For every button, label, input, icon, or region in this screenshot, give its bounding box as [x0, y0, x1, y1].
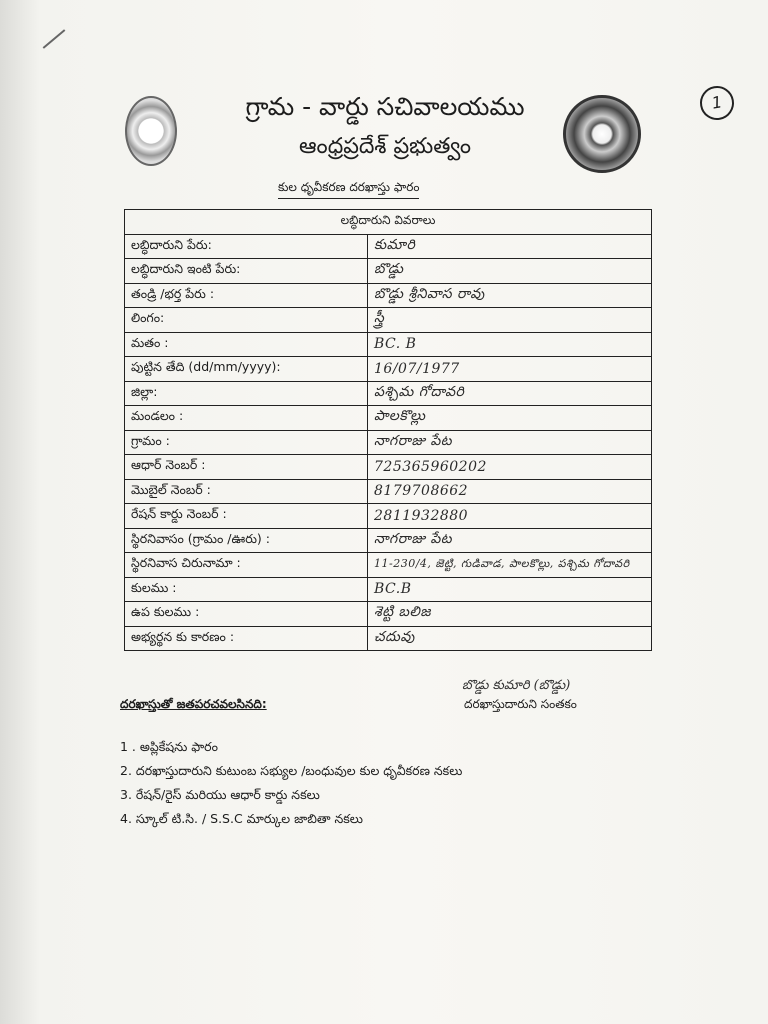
field-value: కుమారి — [368, 234, 652, 259]
field-label: స్థిరనివాస చిరునామా : — [125, 553, 368, 578]
field-value: పాలకొల్లు — [368, 406, 652, 431]
table-row — [125, 455, 652, 480]
field-label: పుట్టిన తేది (dd/mm/yyyy): — [125, 357, 368, 382]
applicant-signature: బొడ్డు కుమారి (బొడ్డు) — [462, 678, 571, 693]
field-value: బొడ్డు — [368, 259, 652, 284]
table-row — [125, 430, 652, 455]
field-value: నాగరాజు పేట — [368, 528, 652, 553]
table-row — [125, 357, 652, 382]
field-label: లింగం: — [125, 308, 368, 333]
field-label: మండలం : — [125, 406, 368, 431]
field-value: స్త్రీ — [368, 308, 652, 333]
enclosures-list — [120, 735, 462, 831]
field-value: 2811932880 — [368, 504, 652, 529]
field-value: 16/07/1977 — [368, 357, 652, 382]
list-item: 3. రేషన్/రైస్ మరియు ఆధార్ కార్డు నకలు — [120, 787, 320, 802]
table-row — [125, 381, 652, 406]
table-row — [125, 283, 652, 308]
list-item: 4. స్కూల్ టి.సి. / S.S.C మార్కుల జాబితా నకలు — [120, 811, 363, 826]
field-label: కులము : — [125, 577, 368, 602]
field-label: అభ్యర్థన కు కారణం : — [125, 626, 368, 651]
field-label: ఆధార్ నెంబర్ : — [125, 455, 368, 480]
field-label: గ్రామం : — [125, 430, 368, 455]
field-value: 725365960202 — [368, 455, 652, 480]
table-row — [125, 504, 652, 529]
table-row — [125, 406, 652, 431]
field-value: చదువు — [368, 626, 652, 651]
ap-emblem-icon — [125, 96, 177, 166]
table-row — [125, 332, 652, 357]
table-row — [125, 234, 652, 259]
table-header-row — [125, 210, 652, 235]
table-row — [125, 626, 652, 651]
table-row — [125, 308, 652, 333]
page-number-circle: 1 — [697, 83, 736, 122]
field-label: ఉప కులము : — [125, 602, 368, 627]
field-label: జిల్లా: — [125, 381, 368, 406]
field-value: BC. B — [368, 332, 652, 357]
list-item: 1 . అప్లికేషను ఫారం — [120, 739, 218, 754]
list-item: 2. దరఖాస్తుదారుని కుటుంబ సభ్యుల /బంధువుల కుల ధృవీకరణ నకలు — [120, 763, 463, 778]
field-value: 11-230/4, జెట్టి, గుడివాడ, పాలకొల్లు, పశ్చిమ గోదావరి — [368, 553, 652, 578]
table-row — [125, 577, 652, 602]
table-header: లబ్ధిదారుని వివరాలు — [125, 210, 652, 235]
beneficiary-details-table — [124, 209, 652, 651]
form-title: కుల ధృవీకరణ దరఖాస్తు ఫారం — [278, 180, 419, 199]
table-row — [125, 553, 652, 578]
signature-label: దరఖాస్తుదారుని సంతకం — [464, 697, 577, 711]
field-label: లబ్ధిదారుని పేరు: — [125, 234, 368, 259]
field-value: శెట్టి బలిజ — [368, 602, 652, 627]
page-subtitle: ఆంధ్రప్రదేశ్ ప్రభుత్వం — [298, 134, 472, 159]
field-label: మొబైల్ నెంబర్ : — [125, 479, 368, 504]
field-label: తండ్రి /భర్త పేరు : — [125, 283, 368, 308]
table-row — [125, 479, 652, 504]
field-label: లబ్ధిదారుని ఇంటి పేరు: — [125, 259, 368, 284]
field-value: 8179708662 — [368, 479, 652, 504]
field-label: మతం : — [125, 332, 368, 357]
field-value: నాగరాజు పేట — [368, 430, 652, 455]
table-row — [125, 528, 652, 553]
field-value: పశ్చిమ గోదావరి — [368, 381, 652, 406]
field-value: బొడ్డు శ్రీనివాస రావు — [368, 283, 652, 308]
page-title: గ్రామ - వార్డు సచివాలయము — [245, 92, 525, 121]
field-value: BC.B — [368, 577, 652, 602]
table-row — [125, 259, 652, 284]
enclosures-title: దరఖాస్తుతో జతపరచవలసినది: — [120, 697, 267, 711]
table-row — [125, 602, 652, 627]
field-label: స్థిరనివాసం (గ్రామం /ఊరు) : — [125, 528, 368, 553]
field-label: రేషన్ కార్డు నెంబర్ : — [125, 504, 368, 529]
